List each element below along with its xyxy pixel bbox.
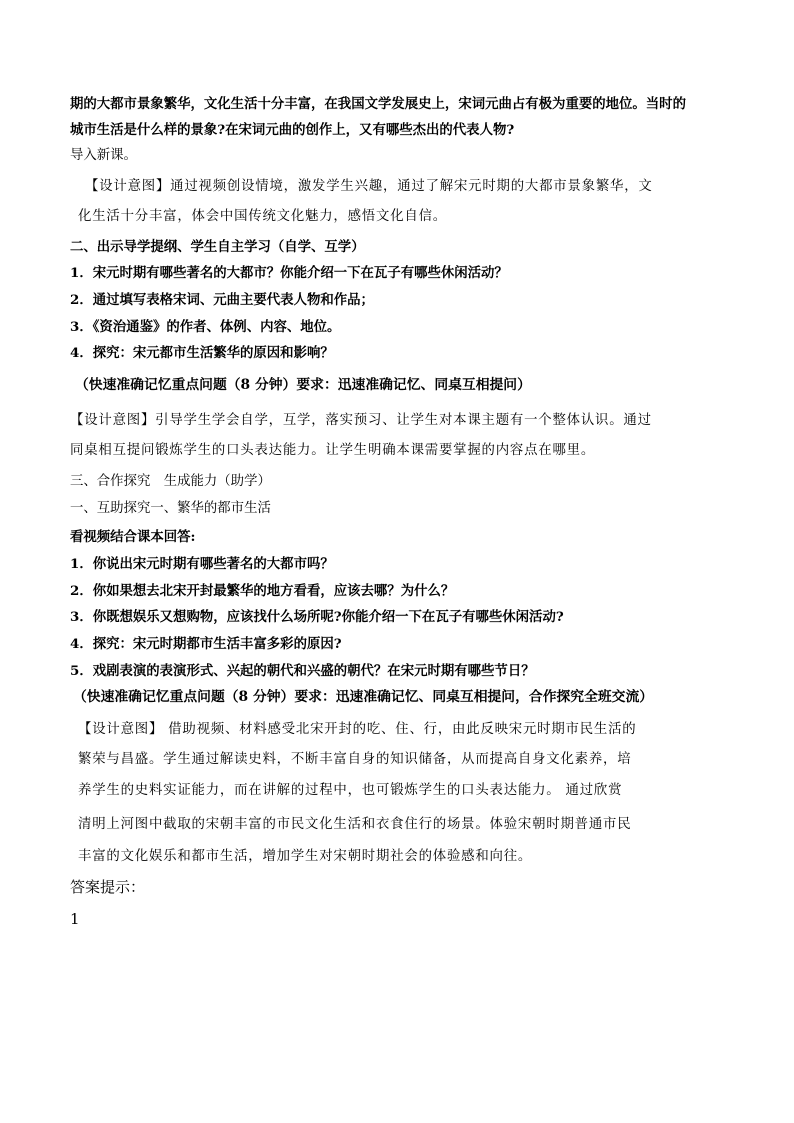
section-3-item-1: 1．你说出宋元时期有哪些著名的大都市吗？ (70, 556, 334, 572)
section-3-item-5: 5．戏剧表演的表演形式、兴起的朝代和兴盛的朝代？在宋元时期有哪些节日？ (70, 663, 535, 679)
design-intent-3-line-4: 清明上河图中截取的宋朝丰富的市民文化生活和衣食住行的场景。体验宋朝时期普通市民 (78, 817, 632, 832)
section-2-note: （快速准确记忆重点问题（8 分钟）要求：迅速准确记忆、同桌互相提问） (75, 377, 531, 393)
section-2-item-3: 3．《资治通鉴》的作者、体例、内容、地位。 (70, 319, 341, 335)
section-3-note: （快速准确记忆重点问题（8 分钟）要求：迅速准确记忆、同桌互相提问，合作探究全班交流） (73, 689, 654, 705)
section-3-item-4: 4．探究：宋元时期都市生活丰富多彩的原因? (70, 636, 342, 652)
section-3-heading: 三、合作探究 生成能力（助学） (70, 474, 271, 489)
subsection-heading: 一、互助探究一、繁华的都市生活 (70, 501, 271, 516)
answer-hint-label: 答案提示： (70, 878, 146, 896)
design-intent-3-line-2: 繁荣与昌盛。学生通过解读史料，不断丰富自身的知识储备，从而提高自身文化素养，培 (78, 752, 632, 767)
design-intent-3-line-5: 丰富的文化娱乐和都市生活，增加学生对宋朝时期社会的体验感和向往。 (78, 849, 533, 864)
section-3-item-3: 3．你既想娱乐又想购物，应该找什么场所呢?你能介绍一下在瓦子有哪些休闲活动? (70, 609, 564, 625)
watch-prompt: 看视频结合课本回答: (70, 529, 196, 545)
intro-line-2: 城市生活是什么样的景象?在宋词元曲的创作上，又有哪些杰出的代表人物? (70, 122, 515, 138)
design-intent-2-line-1: 【设计意图】引导学生学会自学，互学，落实预习、让学生对本课主题有一个整体认识。通过 (70, 413, 652, 428)
design-intent-1-line-1: 【设计意图】通过视频创设情境，激发学生兴趣，通过了解宋元时期的大都市景象繁华，文 (85, 179, 653, 194)
section-2-item-2: 2．通过填写表格宋词、元曲主要代表人物和作品； (70, 292, 374, 308)
intro-line-3: 导入新课。 (70, 148, 137, 163)
answer-number: 1 (70, 910, 80, 928)
section-2-item-4: 4．探究：宋元都市生活繁华的原因和影响？ (70, 345, 334, 361)
design-intent-2-line-2: 同桌相互提问锻炼学生的口头表达能力。让学生明确本课需要掌握的内容点在哪里。 (70, 443, 596, 458)
section-2-item-1: 1．宋元时期有哪些著名的大都市？你能介绍一下在瓦子有哪些休闲活动？ (70, 265, 508, 281)
intro-line-1: 期的大都市景象繁华，文化生活十分丰富，在我国文学发展史上，宋词元曲占有极为重要的地位。当时的 (70, 96, 686, 112)
section-2-heading: 二、出示导学提纲、学生自主学习（自学、互学） (70, 239, 365, 255)
section-3-item-2: 2．你如果想去北宋开封最繁华的地方看看，应该去哪？为什么？ (70, 583, 455, 599)
design-intent-3-line-1: 【设计意图】 借助视频、材料感受北宋开封的吃、住、行，由此反映宋元时期市民生活的 (78, 722, 637, 737)
design-intent-3-line-3: 养学生的史料实证能力，而在讲解的过程中，也可锻炼学生的口头表达能力。 通过欣赏 (78, 783, 623, 798)
design-intent-1-line-2: 化生活十分丰富，体会中国传统文化魅力，感悟文化自信。 (78, 209, 447, 224)
